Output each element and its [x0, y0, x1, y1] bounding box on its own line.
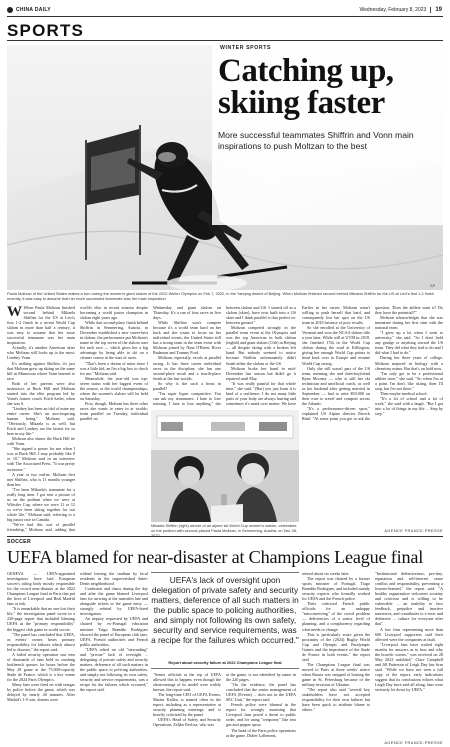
paragraph: An inquiry requested by UEFA and chaired by ex-Portugal education minister Tiago Brandão Rodrigues showed the panel of European club fans, UEFA, French authorities and French public authorities. — [80, 616, 148, 647]
paragraph: A year or two earlier, Moltzan first met Shiffrin, who is 11 months younger than her. — [7, 471, 75, 487]
paragraph: "The report also said "several key stakeholders have not accepted responsibility for their own failures but have been quick to attribute blame to others." — [302, 687, 370, 713]
page-header-info — [360, 7, 443, 13]
feature-byline: AGENCE FRANCE-PRESSE — [384, 528, 443, 533]
paragraph: Their criticised French public officials for an unhappy "misconceiving" of the crowd problem — deficiencies of a senior level of planning, and a complacency regarding what needs to change. — [302, 601, 370, 632]
header-divider — [430, 7, 431, 13]
podium-photo — [151, 410, 299, 522]
feature-kicker: WINTER SPORTS — [220, 45, 272, 51]
feature-column-1 — [7, 305, 75, 533]
feature-subhead: More successful teammates Shiffrin and Vonn main inspirations to push Moltzan to the best — [218, 130, 414, 151]
paragraph: world's elite in recent seasons despite becoming a world junior champion in slalom eight years ago. — [80, 305, 148, 321]
paragraph: Moltzan acknowledges that she was immature during her first stint with the national team. — [375, 315, 443, 331]
photo-credit: AP — [430, 283, 436, 288]
soccer-rule — [7, 536, 443, 537]
paragraph: retired about six weeks later. — [302, 571, 350, 576]
feature-column-4 — [226, 305, 296, 407]
paragraph: When Paula Moltzan finished second behind Mikaela Shiffrin for the US at Levi's first 1-2 finish in a recent World Cup slalom in more than half a century, it was easy to assume that her more successful teammate was her main inspiration. — [7, 305, 75, 346]
paragraph: Wednesday and giant slalom on Thursday. It's a run of four races in five days. — [153, 305, 221, 321]
paragraph: "Senior officials at the top of UEFA allowed this to happen, even though the shortcomings of its model were widely known, the report said. — [153, 672, 221, 693]
paragraph: "It's a performance-driven sport," explained US Alpine director Patrick Riml. "At some point you got to ask the question, 'Does the athlete want it? Do they have the potential?'" — [302, 305, 443, 422]
paragraph: So why is she such a beast in parallel? — [153, 380, 221, 391]
paragraph: The report was chaired by a former sports minister of Portugal, Tiago Brandão Rodrigues, and included mainly security experts who formally worked for UEFA and the French police. — [302, 576, 370, 602]
paragraph: "She signed a poster for me when I was at Buck Hill. I may probably like 8 or 10," Moltzan said in an interview with The Associated Press. "It was pretty awesome." — [7, 446, 75, 472]
podium-photo-image — [151, 410, 299, 522]
paragraph: Only she still wasn't part of the US team, meaning she and then-boyfriend Ryan Mooney — who is still her ski technician and unofficial coach, as well as her husband after getting married in September — had to raise $50,000 on their own to travel and compete across the Atlantic. — [302, 365, 370, 406]
pullquote: UEFA's lack of oversight upon delegation of private safety and security matters, deference of all such matters in the public space to policing authorities, and simply not following its own safety, security and service requirements, was a recipe for the failures which occurred." — [151, 575, 299, 645]
paragraph: Earlier in her career, Moltzan wasn't willing to push herself that hard, and consequently lost her spot on the US team in 2016 because of poor results. — [302, 305, 370, 326]
paragraph: UEFA's Head of Safety and Security Operations, Zeljko Pavlica, who was — [153, 717, 221, 728]
logo-icon — [7, 7, 13, 13]
paragraph: While Shiffrin won't compete because it's a world team hard on her back and she wants to focus on her individual events, the United States still has a strong team in the team event with Moltzan joined by Nina O'Brien, River Radamus and Tommy Ford. — [153, 320, 221, 356]
paragraph: "That's been a dream of mine since I was a little kid, an I'm a big box to check for me," Moltzan said. — [80, 360, 148, 376]
paragraph: "We've had this sort of parallel friendship," Moltzan said, adding that — [7, 522, 75, 533]
paragraph: at the game, is not identified by name in the 220 pages. — [226, 672, 296, 683]
paragraph: Actually, it's another American skier who Moltzan still looks up to the most: Lindsey Vonn. — [7, 345, 75, 361]
paragraph: Moltzan also shares the Buck Hill tie with Vonn. — [7, 436, 75, 447]
feature-column-2 — [80, 305, 148, 533]
paragraph: robbed leaving the stadium by local residents in the impoverished Saint-Denis neighborhood. — [80, 571, 148, 587]
section-rule — [7, 40, 443, 41]
soccer-column-2 — [80, 571, 148, 741]
page-number: 19 — [435, 7, 442, 13]
issue-date: Wednesday, February 8, 2023 — [359, 7, 427, 13]
paragraph: A failed security operation saw tens of thousands of fans held in crushing bottleneck queues for hours before the May 28 game at the 75,000-capacity Stade de France, which is a key venue for the 2024 Paris Olympics. — [7, 651, 75, 682]
paragraph: between slalom and GS. I started off as a slalom (skier), have now built into a GS skier and I think parallel is that perfect in-between ground." — [226, 305, 296, 326]
pullquote-source: Report about security failure at 2022 Champions League final — [168, 660, 282, 665]
paragraph: First, though, Moltzan has three other races she wants to enter in at worlds: team parallel on Tuesday, individual parallel on — [80, 400, 148, 422]
paragraph: "The panel has concluded that UEFA, as events' owner, bears primary responsibility for failures which almost led to disaster," the report said. — [7, 631, 75, 652]
drop-cap: W — [7, 305, 22, 320]
paragraph: Many fans were fired on with teargas by police before the game, which was delayed by nearly 40 minutes. After Madrid's 1-0 win, dozens were — [7, 682, 75, 703]
paragraph: During her three years of college, Moltzan majored in biology with a chemistry minor. But that's on hold now. — [375, 355, 443, 371]
paragraph: "I'm super hyper competitive. You can ask my teammates. I hate to lose training. I hate to lose anything," she — [153, 390, 221, 406]
paragraph: "I've been Mikaela's teammate for a really long time. I got sent a picture of us on the podium when we were at Whistler Cup, where we were 11 or 12 so we've been skiing together for our whole life," Moltzan said, referring to a big junior race in Canada. — [7, 486, 75, 522]
soccer-byline: AGENCE FRANCE-PRESSE — [384, 740, 443, 745]
header-rule — [7, 16, 443, 17]
paragraph: "I grew up a lot when I went to university," she said. "So I don't hold any grudge or anything toward the US team. They did what they had to do and I did what I had to do." — [375, 330, 443, 356]
paragraph: The Champions League final was moved to Paris at three weeks' notice when Russia was stripped of hosting the game in St. Petersburg because of the military invasion of Ukraine. — [302, 661, 370, 688]
paragraph: This is particularly acute given the proximity of the (2024) Rugby World Cup and Olympic and Paralympic Games and the importance of the Stade de France in both events," the report said. — [302, 631, 370, 662]
paragraph: A law firm representing more than 600 Liverpool supporters said their affected were the companies at fault. — [375, 626, 443, 642]
soccer-column-4 — [226, 672, 296, 742]
soccer-column-6 — [375, 571, 443, 737]
paragraph: Both of her parents were also instructors at Buck Hill and Moltzan started into the elite program led by Vonn's former coach, Erich Sailer, when she was 6. — [7, 380, 75, 406]
feature-headline: Catching up, skiing faster — [218, 53, 394, 121]
soccer-column-3 — [153, 672, 221, 742]
paragraph: Moltzan broke her hand in mid-December last season but didn't go it repaired until May. — [226, 365, 296, 381]
paragraph: "UEFA relied on old "stewarding" and "private" lack of oversight ... delegating of private safety and security matters, deference of all such matters in the public space to policing authorities, and simply not following its own safety, security and service requirements, was a recipe for the failures which occurred," the report said. — [80, 646, 148, 693]
paragraph: French police were blamed in the report for wrongly assuming that Liverpool fans posed a threat to public order, and for using "weaponry" like tear gas and pepper spray. — [226, 702, 296, 728]
masthead-logo — [7, 7, 51, 13]
paragraph: Then maybe medical school. — [380, 390, 428, 396]
paragraph: "It is remarkable that no one lost their life," the investigation panel wrote in a 220-page report that included blaming UEFA as the "primary responsibility" the biggest club game in world soccer. — [7, 606, 75, 632]
feature-column-5 — [302, 305, 443, 527]
masthead-text: CHINA DAILY — [16, 7, 51, 13]
section-title: SPORTS — [7, 21, 85, 40]
feature-column-3 — [153, 305, 221, 407]
pullquote-rule-top — [151, 572, 299, 573]
paragraph: GENEVA — UEFA-appointed investigators have laid European soccer's ruling body mostly responsible for the crowd near-disaster at the 2022 Champions League final in Paris that put the lives of Liverpool and Real Madrid fans at risk. — [7, 571, 75, 607]
paragraph: So she enrolled at the University of Vermont and won the NCAA slalom title a year later. While still at UVM in 2018, she finished 17th in the World Cup slalom during the road at Killington, giving her enough World Cup points to head back over to Europe and resume World Cup racing. — [302, 325, 370, 366]
soccer-headline: UEFA blamed for near-disaster at Champions League final — [7, 547, 424, 567]
lead-paragraph — [7, 305, 75, 345]
paragraph: Moltzan, especially, excels at parallel racing. It has three career individual races in the discipline, she has one second-place result and a fourth-place finish at the last worlds. — [153, 355, 221, 381]
paragraph: "Liverpool fans have waited eight months for answers as to how and why the horrific scenes," was received on 28 May 2022 unfolded," Clare Campbell and Jill Patterson of Leigh Day law firm said. "While we have not seen a full copy of the report, early indications suggest that its conclusions echoes what Leigh Day have said all along, fans were seriously let down by UEFA." — [375, 641, 443, 693]
soccer-column-1 — [7, 571, 75, 741]
paragraph: It's nothing against Shiffrin, it's just that Moltzan grew up skiing on the same hill in Minnesota where Vonn learned to race. — [7, 360, 75, 381]
lead-photo-caption: Paula Moltzan of the United States makes a turn during the women's giant slalom of the 2022 Winter Olympics on Feb 7, 2022, in the Yanqing district of Beijing. When Moltzan finished second behind Mikaela Shiffrin for the US at Levi's first 1-2 finish recently, it was easy to assume that her more successful teammate was her main inspiration. — [7, 291, 434, 301]
paragraph: Moltzan competed strongly in the parallel team event at the Olympics and was the top American in both slalom (eighth) and giant slalom (11th) in Beijing — all despite skiing with a broken left hand. But nobody seemed to notice because Shiffrin unfortunately didn't finish either the slalom or the GS. — [226, 325, 296, 366]
paragraph: "It's a lot of school and a lot of work," she said with a laugh. "But I got into a lot of things in my life ... Step by step." — [375, 395, 443, 416]
paragraph: The head of the Paris police operations at the game, Didier Lallement, — [226, 727, 296, 738]
podium-photo-caption: Mikaela Shiffrin (right) winner of an alpine ski World Cup women's slalom, celebrates on the podium with second-placed Paula Moltzan, in Semmering, Austria, on Dec 28, — [151, 523, 297, 533]
paragraph: "Lindsey has been an idol of mine my entire career. She's an awe-inspiring human being," Moltzan said. "Obviously, Mikaela is as well, but Erich and Lindsey are the fastest for us here in my life." — [7, 405, 75, 437]
paragraph: "Institutional defensiveness, pre-tiny, reputation and self-interest cause conflict and responsibility, preventing a lessons-learned," the report said. "A healthy organization welcomes scrutiny and criticism and is willing to be vulnerable ... an inability to face feedback, prejudice and inactive narratives, and contributes to a toxic and defensive ... culture for everyone after that" — [375, 571, 443, 627]
pullquote-rule-bottom — [151, 668, 299, 669]
paragraph: While that second-place finish behind Shiffrin in Semmering, Austria, in December established a new career-best in slalom, the performance put Moltzan's name in the top seven of the slalom start list each race — which gives her a big advantage by being able to ski on a cleaner course at the start of races. — [80, 320, 148, 361]
paragraph: Confusion and chaos during the day and after the game blamed Liverpool fans for arriving at the turnstiles late and alongside tickets to the game entry — strongly refuted by UEFA-hired investigators. — [80, 586, 148, 617]
paragraph: "I'm only got to be a professional athlete once," she said. "So when I'm at a point I'm don't like skiing, then I'll stop, but I'm not there." — [375, 370, 443, 391]
soccer-column-5 — [302, 571, 370, 741]
paragraph: "On the evidence, the panel has concluded that the senior management of UEFA (Events) ... does not in the UEFA SEC Unit," the report said. — [226, 682, 296, 703]
paragraph: Meanwhile, the year-old was top-seven status with her biggest event of the season, at the world championships, where the women's slalom will be held on Saturday. — [80, 375, 148, 401]
soccer-kicker: SOCCER — [7, 539, 31, 545]
paragraph: The long-time CEO of UEFA Events, Martin Kallen, is named often in the report, including as a representative at security planning meetings, and is heavily criticized by the panel. — [153, 692, 221, 718]
paragraph: "It was really painful for that whole time," she said. "(But) you just learn it is kind of a resilience. I do not many little parts of your body are always hurting and sometimes it's mind over matter. We have — [226, 380, 296, 406]
